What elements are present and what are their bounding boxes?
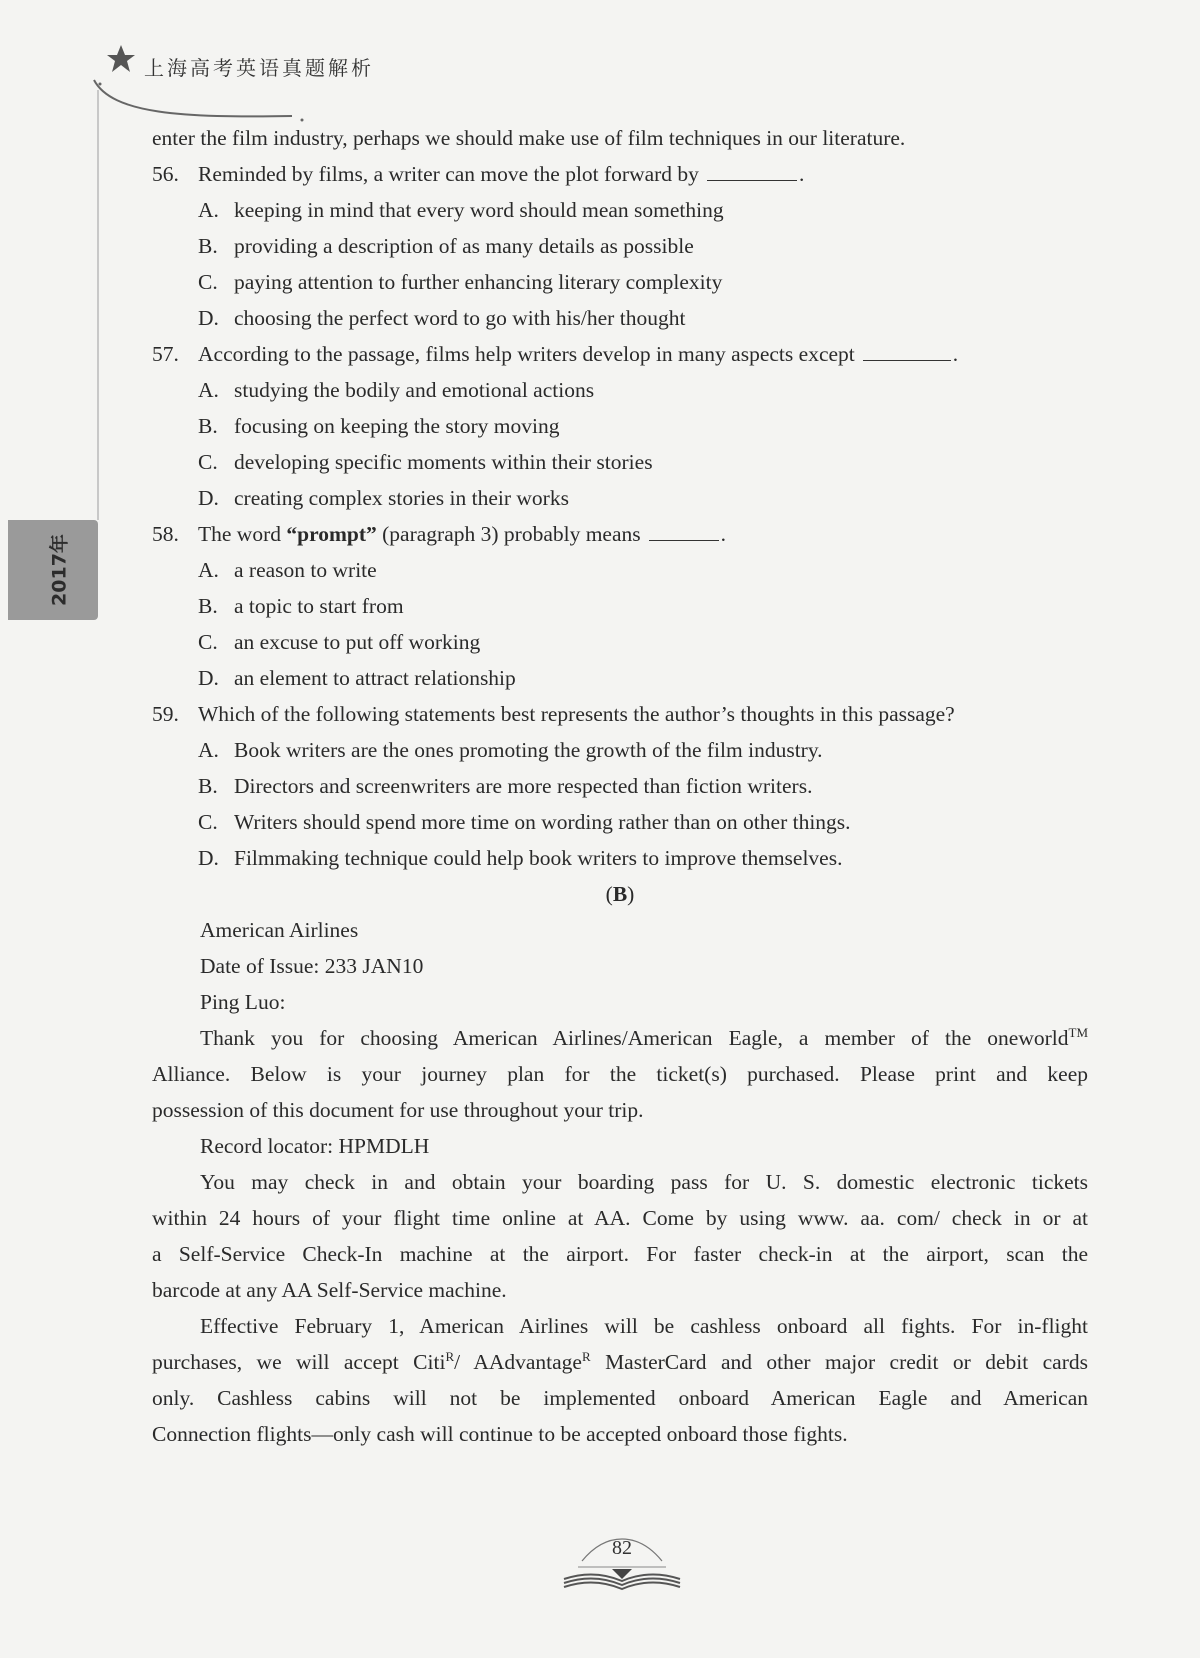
page-header xyxy=(92,40,492,120)
option-a[interactable]: A. studying the bodily and emotional actions xyxy=(198,378,595,402)
letter-sender: American Airlines xyxy=(200,918,359,942)
stem-text: According to the passage, films help writers develop in many aspects except . xyxy=(198,336,958,372)
stem-text: The word “prompt” (paragraph 3) probably means . xyxy=(198,516,726,552)
question-59 xyxy=(152,696,1088,876)
question-57 xyxy=(152,336,1088,516)
year-side-tab xyxy=(8,520,98,620)
option-c[interactable]: C. developing specific moments within their stories xyxy=(198,450,653,474)
paragraph-3: Effective February 1, American Airlines will be cashless onboard all fights. For in-flight purchases, we will accept Citi$^R$/ AAdvantage$^R$ MasterCard and other major credit or debit cards only. Cashless cabins will not be implemented onboard American Eagle and American Connection flights—only cash will continue to be accepted onboard those fights. xyxy=(152,1314,1088,1446)
question-number: 56. xyxy=(152,162,179,186)
margin-rule xyxy=(97,90,99,520)
question-number: 58. xyxy=(152,522,179,546)
swoosh-ornament xyxy=(92,74,352,124)
page-number: 82 xyxy=(612,1537,632,1559)
question-number: 59. xyxy=(152,702,179,726)
option-a[interactable]: A. keeping in mind that every word should mean something xyxy=(198,198,724,222)
option-d[interactable]: D. Filmmaking technique could help book writers to improve themselves. xyxy=(198,846,843,870)
paragraph-2: You may check in and obtain your boarding pass for U. S. domestic electronic tickets within 24 hours of your flight time online at AA. Come by using www. aa. com/ check in or at a Self-Service Check-In machine at the airport. For faster check-in at the airport, scan the barcode at any AA Self-Service machine. xyxy=(152,1170,1088,1302)
paragraph-1: Thank you for choosing American Airlines/American Eagle, a member of the oneworld™ Alliance. Below is your journey plan for the ticket(s) purchased. Please print and keep possession of this document for use throughout your trip. xyxy=(152,1024,1088,1122)
main-content xyxy=(152,120,1088,1452)
year-label: 2017年 xyxy=(48,534,71,606)
answer-blank xyxy=(707,158,797,181)
record-locator: Record locator: HPMDLH xyxy=(200,1134,430,1158)
intro-line: enter the film industry, perhaps we should make use of film techniques in our literature. xyxy=(152,126,906,150)
star-icon xyxy=(106,44,136,74)
option-c[interactable]: C. paying attention to further enhancing literary complexity xyxy=(198,270,723,294)
answer-blank xyxy=(863,338,951,361)
letter-date: Date of Issue: 233 JAN10 xyxy=(200,954,424,978)
option-c[interactable]: C. an excuse to put off working xyxy=(198,630,481,654)
option-b[interactable]: B. Directors and screenwriters are more respected than fiction writers. xyxy=(198,774,813,798)
option-b[interactable]: B. focusing on keeping the story moving xyxy=(198,414,560,438)
option-b[interactable]: B. providing a description of as many details as possible xyxy=(198,234,694,258)
answer-blank xyxy=(649,518,719,541)
option-c[interactable]: C. Writers should spend more time on wording rather than on other things. xyxy=(198,810,851,834)
option-d[interactable]: D. choosing the perfect word to go with his/her thought xyxy=(198,306,686,330)
option-d[interactable]: D. an element to attract relationship xyxy=(198,666,516,690)
stem-text: Which of the following statements best represents the author’s thoughts in this passage? xyxy=(198,702,955,726)
question-58 xyxy=(152,516,1088,696)
book-title: 上海高考英语真题解析 xyxy=(144,56,374,80)
option-d[interactable]: D. creating complex stories in their works xyxy=(198,486,569,510)
stem-text: Reminded by films, a writer can move the plot forward by . xyxy=(198,156,804,192)
option-a[interactable]: A. Book writers are the ones promoting the growth of the film industry. xyxy=(198,738,823,762)
question-56 xyxy=(152,156,1088,336)
letter-recipient: Ping Luo: xyxy=(200,990,286,1014)
option-a[interactable]: A. a reason to write xyxy=(198,558,377,582)
target-word: “prompt” xyxy=(286,522,377,546)
question-number: 57. xyxy=(152,342,179,366)
question-stem xyxy=(152,696,1088,732)
question-stem xyxy=(152,516,1088,552)
question-stem xyxy=(152,336,1088,372)
question-stem xyxy=(152,156,1088,192)
page-footer xyxy=(560,1535,684,1597)
section-heading: (B) xyxy=(605,882,635,906)
option-b[interactable]: B. a topic to start from xyxy=(198,594,404,618)
